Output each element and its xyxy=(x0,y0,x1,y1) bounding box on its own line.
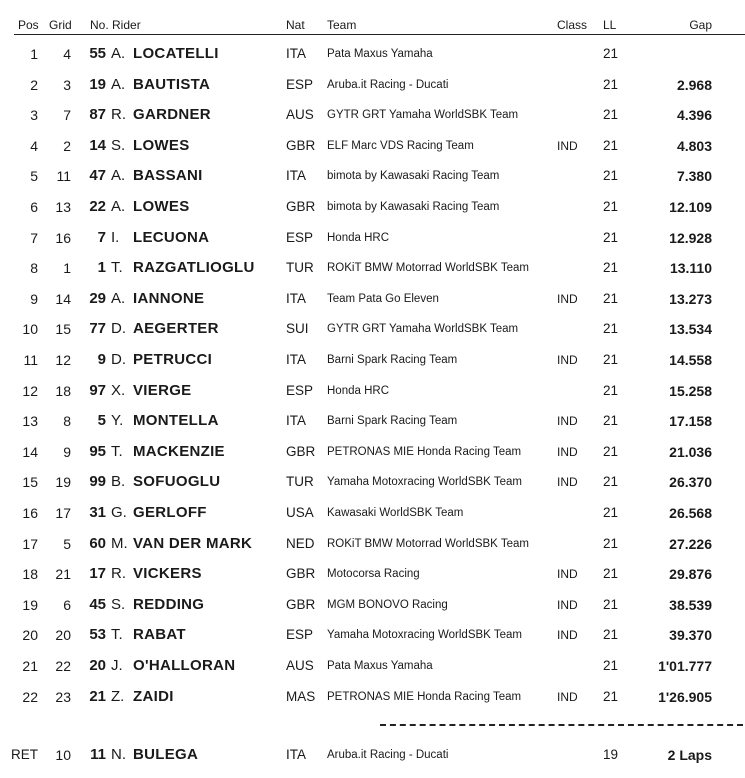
cell-nat: AUS xyxy=(286,658,314,673)
cell-rider-initial: R. xyxy=(111,565,126,583)
cell-gap: 4.396 xyxy=(676,107,712,124)
cell-team: Honda HRC xyxy=(327,384,389,397)
table-row xyxy=(0,406,745,436)
cell-rider-name: ZAIDI xyxy=(133,687,174,705)
cell-rider-name: VICKERS xyxy=(133,565,202,583)
cell-laps: 21 xyxy=(603,137,619,153)
cell-grid: 2 xyxy=(63,137,71,154)
cell-team: ROKiT BMW Motorrad WorldSBK Team xyxy=(327,537,529,550)
cell-rider-number: 21 xyxy=(89,687,106,705)
cell-gap: 38.539 xyxy=(669,596,712,613)
cell-team: ROKiT BMW Motorrad WorldSBK Team xyxy=(327,262,529,275)
table-row xyxy=(0,192,745,222)
cell-rider-initial: B. xyxy=(111,473,126,491)
cell-rider-name: IANNONE xyxy=(133,289,205,307)
cell-gap: 39.370 xyxy=(669,627,712,644)
cell-rider-number: 95 xyxy=(89,442,106,460)
cell-gap: 4.803 xyxy=(676,137,712,154)
cell-rider-initial: A. xyxy=(111,75,126,93)
cell-rider-initial: A. xyxy=(111,45,126,62)
table-row xyxy=(0,253,745,283)
cell-grid: 5 xyxy=(63,535,71,552)
cell-team: Barni Spark Racing Team xyxy=(327,415,458,428)
cell-nat: ITA xyxy=(286,413,306,429)
cell-team: Kawasaki WorldSBK Team xyxy=(327,507,464,519)
cell-pos: RET xyxy=(11,747,38,762)
cell-rider-number: 22 xyxy=(89,198,106,215)
cell-pos: 1 xyxy=(30,46,38,62)
cell-grid: 8 xyxy=(63,413,71,430)
cell-rider-name: VAN DER MARK xyxy=(133,534,253,552)
table-row xyxy=(0,345,745,375)
cell-grid: 12 xyxy=(55,352,71,368)
cell-grid: 10 xyxy=(55,747,71,763)
cell-nat: ESP xyxy=(286,229,314,245)
cell-gap: 26.568 xyxy=(669,505,712,521)
cell-rider-number: 11 xyxy=(90,746,106,763)
cell-rider-number: 14 xyxy=(89,136,106,154)
cell-laps: 21 xyxy=(603,443,619,459)
table-row xyxy=(0,467,745,497)
cell-rider-name: LOCATELLI xyxy=(133,45,219,62)
cell-gap: 13.273 xyxy=(669,290,712,307)
cell-rider-initial: A. xyxy=(111,167,126,185)
cell-rider-initial: X. xyxy=(111,381,126,399)
cell-nat: ITA xyxy=(286,352,306,367)
cell-rider-number: 17 xyxy=(89,565,106,583)
table-row-retired xyxy=(0,740,745,770)
cell-rider-number: 1 xyxy=(97,259,106,277)
cell-rider-number: 31 xyxy=(89,504,106,521)
cell-laps: 21 xyxy=(603,290,619,306)
cell-laps: 21 xyxy=(603,413,619,429)
cell-grid: 21 xyxy=(55,566,71,583)
cell-pos: 9 xyxy=(30,290,38,307)
cell-nat: GBR xyxy=(286,566,316,582)
table-row xyxy=(0,376,745,406)
cell-gap: 12.109 xyxy=(669,199,712,215)
cell-laps: 21 xyxy=(603,596,619,612)
cell-class: IND xyxy=(557,475,578,490)
cell-rider-name: LECUONA xyxy=(133,228,210,246)
cell-rider-name: MACKENZIE xyxy=(133,442,225,460)
cell-gap: 14.558 xyxy=(669,352,712,368)
header-ll: LL xyxy=(603,18,617,32)
cell-grid: 11 xyxy=(56,168,71,185)
table-row xyxy=(0,590,745,620)
cell-rider-number: 99 xyxy=(89,473,106,491)
table-row xyxy=(0,223,745,253)
header-divider xyxy=(14,34,745,35)
cell-pos: 4 xyxy=(30,137,38,154)
cell-rider-initial: T. xyxy=(111,442,123,460)
table-row xyxy=(0,284,745,314)
cell-class: IND xyxy=(557,689,578,704)
header-team: Team xyxy=(327,18,357,32)
cell-gap: 2.968 xyxy=(676,76,712,93)
cell-laps: 21 xyxy=(603,168,619,184)
cell-rider-initial: G. xyxy=(111,504,127,521)
cell-class: IND xyxy=(557,291,578,306)
table-row xyxy=(0,620,745,650)
cell-team: GYTR GRT Yamaha WorldSBK Team xyxy=(327,109,519,122)
cell-class: IND xyxy=(557,628,578,643)
cell-rider-name: O'HALLORAN xyxy=(133,657,236,674)
cell-grid: 6 xyxy=(63,596,71,613)
cell-grid: 16 xyxy=(55,229,71,246)
cell-class: IND xyxy=(557,444,578,459)
cell-rider-number: 45 xyxy=(89,595,106,613)
table-row xyxy=(0,651,745,681)
table-row xyxy=(0,682,745,712)
table-row xyxy=(0,161,745,191)
cell-rider-number: 5 xyxy=(97,412,106,430)
cell-pos: 18 xyxy=(22,566,38,583)
cell-rider-number: 19 xyxy=(89,75,106,93)
cell-rider-number: 55 xyxy=(89,45,106,62)
cell-rider-number: 87 xyxy=(89,106,106,124)
cell-team: bimota by Kawasaki Racing Team xyxy=(327,170,500,183)
cell-pos: 19 xyxy=(22,596,38,613)
cell-gap: 1'01.777 xyxy=(658,658,712,674)
cell-team: Aruba.it Racing - Ducati xyxy=(327,749,449,761)
cell-rider-name: GERLOFF xyxy=(133,504,207,521)
table-header xyxy=(0,14,745,36)
cell-grid: 19 xyxy=(55,474,71,491)
cell-rider-name: SOFUOGLU xyxy=(133,473,221,491)
cell-laps: 21 xyxy=(603,535,619,551)
cell-laps: 21 xyxy=(603,505,619,520)
cell-team: Pata Maxus Yamaha xyxy=(327,660,433,672)
cell-grid: 3 xyxy=(63,76,71,93)
header-gap: Gap xyxy=(689,18,712,32)
cell-pos: 22 xyxy=(22,688,38,705)
cell-nat: AUS xyxy=(286,107,314,123)
cell-grid: 22 xyxy=(55,658,71,674)
table-row xyxy=(0,314,745,344)
cell-laps: 21 xyxy=(603,658,619,673)
cell-nat: SUI xyxy=(286,321,309,337)
cell-pos: 6 xyxy=(30,199,38,215)
cell-nat: ESP xyxy=(286,382,314,398)
cell-rider-number: 7 xyxy=(97,228,106,246)
header-grid: Grid xyxy=(49,18,72,32)
table-row xyxy=(0,559,745,589)
cell-grid: 18 xyxy=(55,382,71,399)
cell-gap: 29.876 xyxy=(669,566,712,583)
cell-team: MGM BONOVO Racing xyxy=(327,598,448,611)
retirement-separator xyxy=(380,724,743,726)
cell-rider-number: 9 xyxy=(97,351,106,368)
header-nat: Nat xyxy=(286,18,305,32)
cell-rider-name: BULEGA xyxy=(133,746,199,763)
cell-grid: 20 xyxy=(55,627,71,644)
cell-nat: USA xyxy=(286,505,314,520)
cell-team: Pata Maxus Yamaha xyxy=(327,48,433,60)
cell-rider-name: PETRUCCI xyxy=(133,351,213,368)
cell-pos: 17 xyxy=(22,535,38,552)
cell-team: bimota by Kawasaki Racing Team xyxy=(327,201,500,213)
cell-gap: 2 Laps xyxy=(667,747,712,763)
cell-rider-initial: N. xyxy=(111,746,126,763)
cell-rider-initial: M. xyxy=(111,534,128,552)
cell-nat: ESP xyxy=(286,76,314,92)
cell-team: Yamaha Motoxracing WorldSBK Team xyxy=(327,476,522,489)
cell-gap: 12.928 xyxy=(669,229,712,246)
cell-rider-number: 20 xyxy=(89,657,106,674)
cell-laps: 21 xyxy=(603,229,619,245)
table-row xyxy=(0,131,745,161)
cell-laps: 21 xyxy=(603,107,619,123)
cell-grid: 17 xyxy=(55,505,71,521)
cell-laps: 21 xyxy=(603,46,619,61)
table-row xyxy=(0,498,745,528)
cell-class: IND xyxy=(557,597,578,612)
cell-rider-initial: I. xyxy=(111,228,120,246)
cell-rider-number: 97 xyxy=(89,381,106,399)
cell-nat: GBR xyxy=(286,137,316,153)
cell-rider-initial: S. xyxy=(111,136,126,154)
cell-team: Yamaha Motoxracing WorldSBK Team xyxy=(327,629,522,642)
cell-rider-initial: Y. xyxy=(111,412,124,430)
table-row xyxy=(0,70,745,100)
cell-gap: 15.258 xyxy=(669,382,712,399)
cell-rider-initial: Z. xyxy=(111,687,125,705)
cell-gap: 13.534 xyxy=(669,321,712,338)
cell-grid: 7 xyxy=(63,107,71,124)
cell-rider-number: 29 xyxy=(89,289,106,307)
cell-pos: 10 xyxy=(22,321,38,338)
cell-team: GYTR GRT Yamaha WorldSBK Team xyxy=(327,323,519,336)
cell-nat: ITA xyxy=(286,46,306,61)
cell-pos: 16 xyxy=(22,505,38,521)
cell-rider-initial: D. xyxy=(111,320,126,338)
cell-nat: ITA xyxy=(286,747,306,762)
cell-pos: 20 xyxy=(22,627,38,644)
cell-laps: 21 xyxy=(603,260,619,276)
cell-gap: 7.380 xyxy=(676,168,712,185)
cell-rider-initial: A. xyxy=(111,198,126,215)
cell-rider-initial: A. xyxy=(111,289,126,307)
cell-pos: 13 xyxy=(22,413,38,430)
cell-class: IND xyxy=(557,138,578,153)
cell-laps: 21 xyxy=(603,321,619,337)
cell-laps: 21 xyxy=(603,382,619,398)
cell-rider-name: GARDNER xyxy=(133,106,211,124)
cell-team: PETRONAS MIE Honda Racing Team xyxy=(327,690,522,703)
cell-gap: 17.158 xyxy=(669,413,712,430)
cell-grid: 15 xyxy=(55,321,71,338)
cell-rider-name: RABAT xyxy=(133,626,186,644)
cell-gap: 13.110 xyxy=(669,260,712,277)
cell-pos: 8 xyxy=(30,260,38,277)
cell-rider-number: 60 xyxy=(89,534,106,552)
cell-gap: 27.226 xyxy=(669,535,712,552)
cell-grid: 9 xyxy=(63,443,71,460)
cell-class: IND xyxy=(557,414,578,429)
cell-rider-initial: J. xyxy=(111,657,123,674)
cell-pos: 21 xyxy=(22,658,38,674)
cell-nat: GBR xyxy=(286,443,316,459)
cell-team: Aruba.it Racing - Ducati xyxy=(327,78,449,91)
cell-laps: 21 xyxy=(603,474,619,490)
cell-pos: 5 xyxy=(30,168,38,185)
cell-gap: 21.036 xyxy=(669,443,712,460)
cell-team: ELF Marc VDS Racing Team xyxy=(327,139,474,152)
cell-rider-name: LOWES xyxy=(133,136,190,154)
cell-pos: 14 xyxy=(22,443,38,460)
cell-rider-number: 77 xyxy=(89,320,106,338)
cell-rider-number: 53 xyxy=(89,626,106,644)
cell-rider-name: MONTELLA xyxy=(133,412,219,430)
cell-team: Motocorsa Racing xyxy=(327,568,420,581)
cell-pos: 15 xyxy=(22,474,38,491)
table-row xyxy=(0,437,745,467)
cell-rider-name: VIERGE xyxy=(133,381,192,399)
cell-class: IND xyxy=(557,353,578,367)
cell-nat: TUR xyxy=(286,474,314,490)
table-row xyxy=(0,529,745,559)
cell-laps: 21 xyxy=(603,566,619,582)
cell-grid: 1 xyxy=(63,260,71,277)
cell-nat: GBR xyxy=(286,199,316,214)
cell-nat: ITA xyxy=(286,290,306,306)
cell-rider-number: 47 xyxy=(89,167,106,185)
cell-rider-name: REDDING xyxy=(133,595,205,613)
cell-rider-initial: T. xyxy=(111,259,123,277)
header-no-rider: No. Rider xyxy=(90,18,141,32)
cell-team: Team Pata Go Eleven xyxy=(327,292,439,305)
cell-rider-name: RAZGATLIOGLU xyxy=(133,259,255,277)
cell-pos: 11 xyxy=(23,352,38,368)
cell-rider-initial: D. xyxy=(111,351,126,368)
cell-nat: TUR xyxy=(286,260,314,276)
cell-laps: 21 xyxy=(603,688,619,704)
cell-nat: ITA xyxy=(286,168,306,184)
cell-nat: ESP xyxy=(286,627,314,643)
cell-pos: 12 xyxy=(22,382,38,399)
cell-grid: 13 xyxy=(55,199,71,215)
cell-rider-name: LOWES xyxy=(133,198,190,215)
cell-team: Barni Spark Racing Team xyxy=(327,354,458,366)
header-class: Class xyxy=(557,18,588,32)
cell-nat: GBR xyxy=(286,596,316,612)
cell-laps: 21 xyxy=(603,199,619,214)
table-row xyxy=(0,39,745,69)
cell-pos: 7 xyxy=(30,229,38,246)
cell-grid: 23 xyxy=(55,688,71,705)
cell-rider-name: BAUTISTA xyxy=(133,75,211,93)
cell-team: PETRONAS MIE Honda Racing Team xyxy=(327,445,522,458)
table-row xyxy=(0,100,745,130)
cell-class: IND xyxy=(557,567,578,582)
cell-laps: 21 xyxy=(603,76,619,92)
cell-pos: 3 xyxy=(30,107,38,124)
cell-nat: MAS xyxy=(286,688,316,704)
cell-rider-initial: T. xyxy=(111,626,123,644)
header-pos: Pos xyxy=(18,18,39,32)
cell-nat: NED xyxy=(286,535,315,551)
cell-grid: 4 xyxy=(63,46,71,62)
cell-rider-name: AEGERTER xyxy=(133,320,219,338)
cell-rider-name: BASSANI xyxy=(133,167,203,185)
cell-grid: 14 xyxy=(55,290,71,307)
cell-rider-initial: R. xyxy=(111,106,126,124)
cell-rider-initial: S. xyxy=(111,595,126,613)
cell-gap: 26.370 xyxy=(669,474,712,491)
cell-laps: 21 xyxy=(603,352,619,367)
cell-pos: 2 xyxy=(30,76,38,93)
cell-gap: 1'26.905 xyxy=(658,688,712,705)
cell-laps: 19 xyxy=(603,747,619,762)
cell-laps: 21 xyxy=(603,627,619,643)
cell-team: Honda HRC xyxy=(327,231,389,244)
